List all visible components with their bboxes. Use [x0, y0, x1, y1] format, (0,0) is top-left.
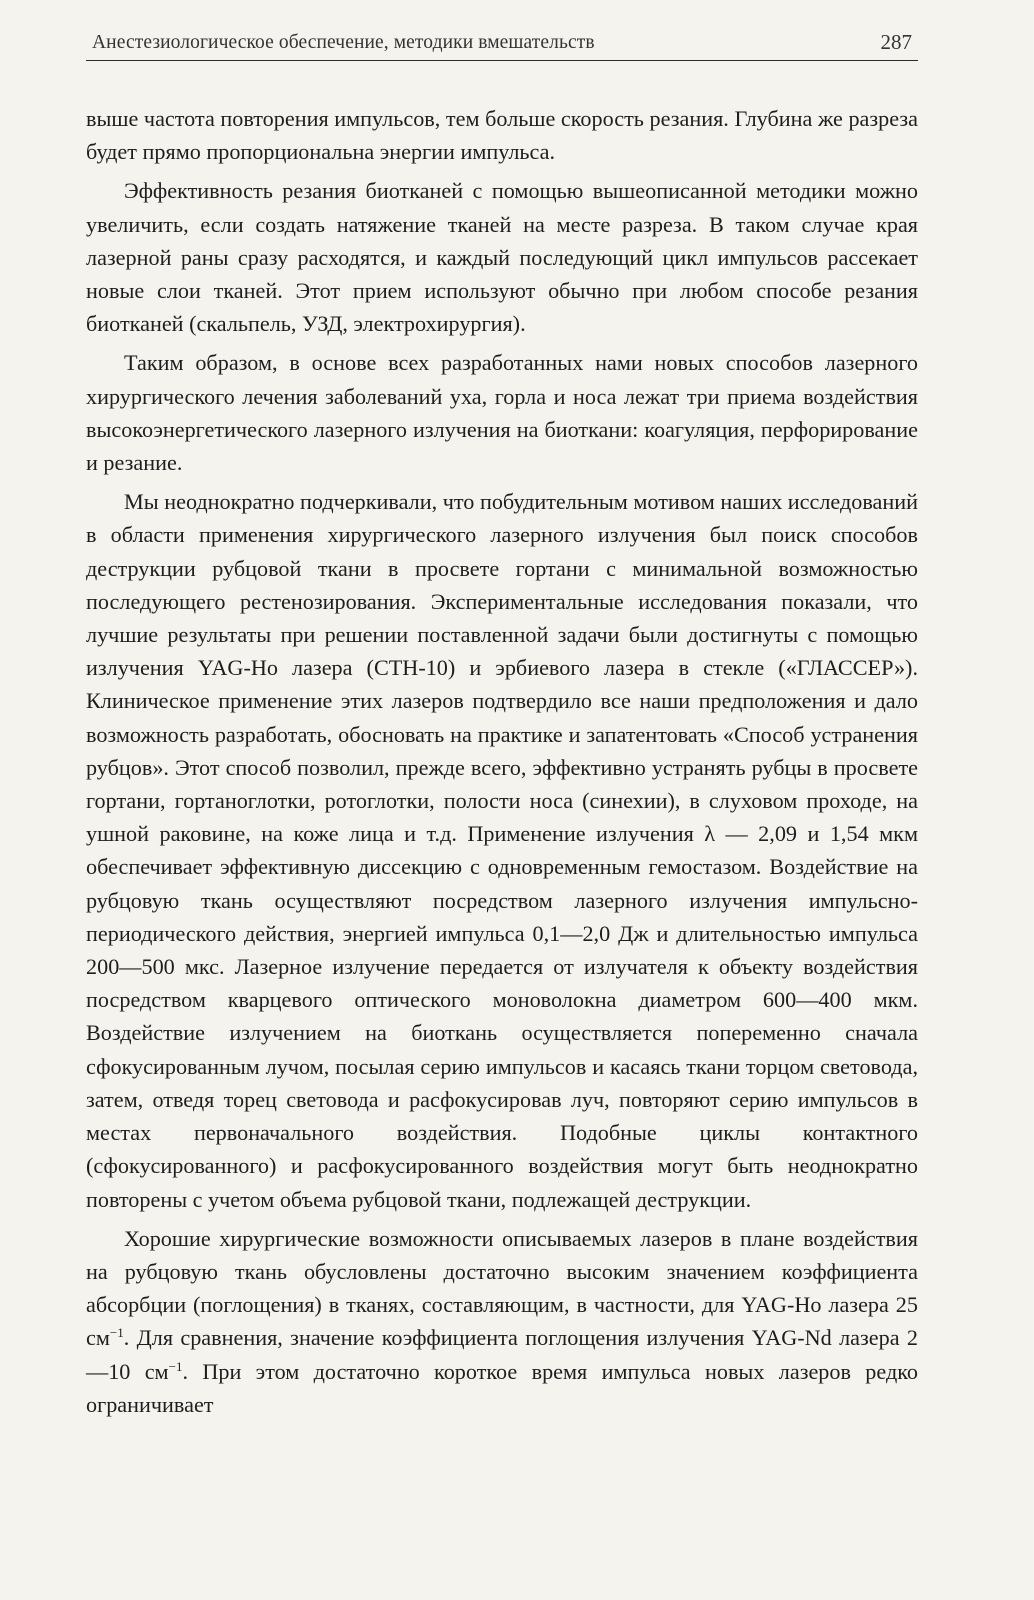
paragraph-1: выше частота повторения импульсов, тем больше скорость резания. Глубина же разреза будет прямо пропорциональна энергии импульса. — [86, 106, 918, 165]
superscript-minus-one: −1 — [109, 1325, 124, 1341]
paragraph-5 — [86, 1222, 918, 1421]
superscript-minus-one: −1 — [168, 1358, 183, 1374]
paragraph-5-part-3: . При этом достаточно короткое время импульса новых лазеров редко ограничивает — [86, 1358, 918, 1417]
running-header — [86, 30, 918, 61]
page-number: 287 — [880, 30, 912, 54]
body-text — [86, 102, 918, 1427]
paragraph-4: Мы неоднократно подчеркивали, что побудительным мотивом наших исследований в области применения хирургического лазерного излучения был поиск способов деструкции рубцовой ткани в просвете гортани с минимальной возможностью последующего рестенозирования. Экспериментальные исследования показали, что лучшие результаты при решении поставленной задачи были достигнуты с помощью излучения YAG-Ho лазера (СТН-10) и эрбиевого лазера в стекле («ГЛАССЕР»). Клиническое применение этих лазеров подтвердило все наши предположения и дало возможность разработать, обосновать на практике и запатентовать «Способ устранения рубцов». Этот способ позволил, прежде всего, эффективно устранять рубцы в просвете гортани, гортаноглотки, ротоглотки, полости носа (синехии), в слуховом проходе, на ушной раковине, на коже лица и т.д. Применение излучения λ — 2,09 и 1,54 мкм обеспечивает эффективную диссекцию с одновременным гемостазом. Воздействие на рубцовую ткань осуществляют посредством лазерного излучения импульсно-периодического действия, энергией импульса 0,1—2,0 Дж и длительностью импульса 200—500 мкс. Лазерное излучение передается от излучателя к объекту воздействия посредством кварцевого оптического моноволокна диаметром 600—400 мкм. Воздействие излучением на биоткань осуществляется попеременно сначала сфокусированным лучом, посылая серию импульсов и касаясь ткани торцом световода, затем, отведя торец световода и расфокусировав луч, повторяют серию импульсов в местах первоначального воздействия. Подобные циклы контактного (сфокусированного) и расфокусированного воздействия могут быть неоднократно повторены с учетом объема рубцовой ткани, подлежащей деструкции. — [86, 489, 918, 1212]
paragraph-2: Эффективность резания биотканей с помощью вышеописанной методики можно увеличить, если создать натяжение тканей на месте разреза. В таком случае края лазерной раны сразу расходятся, и каждый последующий цикл импульсов рассекает новые слои тканей. Этот прием используют обычно при любом способе резания биотканей (скальпель, УЗД, электрохирургия). — [86, 178, 918, 337]
paragraph-5-part-2: . Для сравнения, значение коэффициента поглощения излучения YAG-Nd лазера 2—10 см — [86, 1325, 918, 1384]
paragraph-3: Таким образом, в основе всех разработанных нами новых способов лазерного хирургического лечения заболеваний уха, горла и носа лежат три приема воздействия высокоэнергетического лазерного излучения на биоткани: коагуляция, перфорирование и резание. — [86, 350, 918, 476]
paragraph-5-part-1: Хорошие хирургические возможности описываемых лазеров в плане воздействия на рубцовую ткань обусловлены достаточно высоким значением коэффициента абсорбции (поглощения) в тканях, составляющим, в частности, для YAG-Ho лазера 25 см — [86, 1225, 918, 1351]
running-title: Анестезиологическое обеспечение, методики вмешательств — [92, 32, 595, 53]
